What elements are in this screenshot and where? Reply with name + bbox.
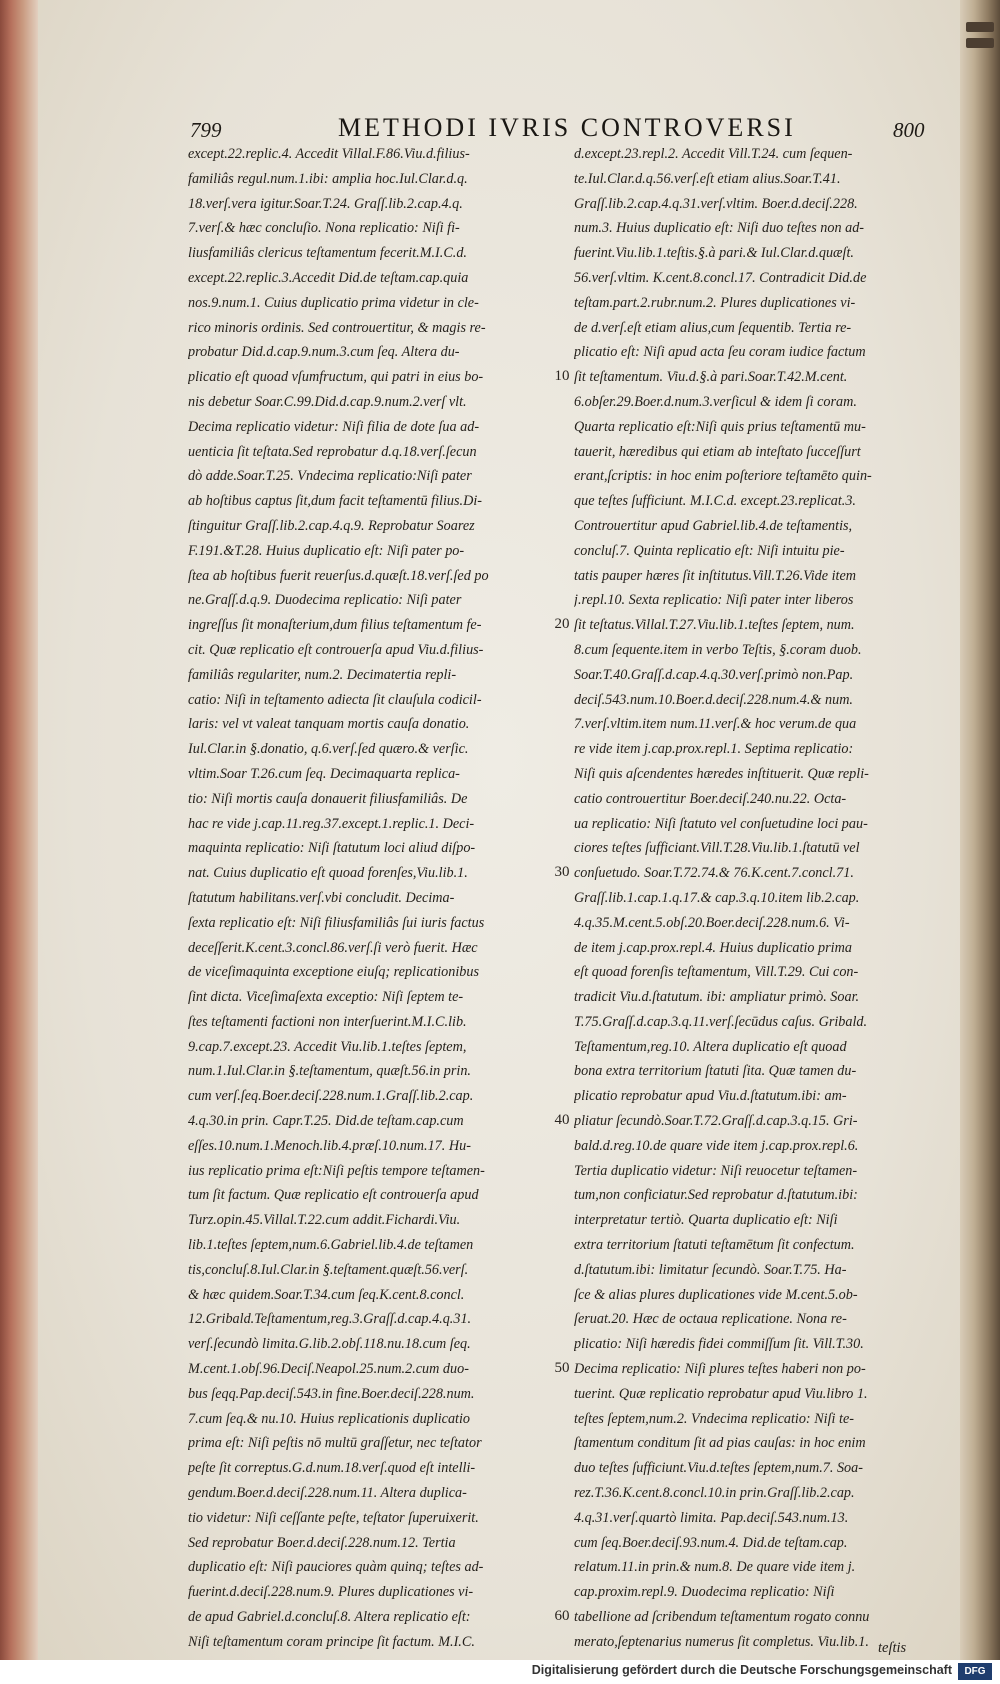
book-edge (0, 0, 38, 1684)
text-line: ſint dicta. Viceſimaſexta exceptio: Niſi ſeptem te- (188, 989, 464, 1006)
text-line: relatum.11.in prin.& num.8. De quare vide item j. (574, 1559, 856, 1576)
text-line: cum ſeq.Boer.deciſ.93.num.4. Did.de teſtam.cap. (574, 1534, 848, 1551)
text-line: cit. Quæ replicatio eſt controuerſa apud Viu.d.filius- (188, 641, 484, 658)
text-line: ua replicatio: Niſi ſtatuto vel conſuetudine loci pau- (574, 815, 868, 832)
text-line: Turz.opin.45.Villal.T.22.cum addit.Fichardi.Viu. (188, 1212, 461, 1229)
text-line: 4.q.35.M.cent.5.obſ.20.Boer.deciſ.228.num.6. Vi- (574, 914, 850, 931)
text-line: nat. Cuius duplicatio eſt quoad forenſes,Viu.lib.1. (188, 865, 468, 882)
text-line: d.except.23.repl.2. Accedit Vill.T.24. cum ſequen- (574, 146, 853, 162)
text-line: de apud Gabriel.d.concluſ.8. Altera replicatio eſt: (188, 1609, 471, 1626)
text-line: Sed reprobatur Boer.d.deciſ.228.num.12. Tertia (188, 1534, 456, 1551)
binding-notch (966, 22, 994, 32)
text-line: nos.9.num.1. Cuius duplicatio prima videtur in cle- (188, 294, 479, 311)
text-line: concluſ.7. Quinta replicatio eſt: Niſi intuitu pie- (574, 542, 845, 559)
text-line: maquinta replicatio: Niſi ſtatutum loci aliud diſpo- (188, 840, 476, 857)
text-line: interpretatur tertiò. Quarta duplicatio eſt: Niſi (574, 1212, 838, 1229)
text-line: erant,ſcriptis: in hoc enim poſteriore teſtamēto quin- (574, 468, 872, 485)
text-line: verſ.ſecundò limita.G.lib.2.obſ.118.nu.18.cum ſeq. (188, 1336, 471, 1353)
line-number-marker: 10 (554, 368, 570, 385)
text-line: deciſ.543.num.10.Boer.d.deciſ.228.num.4.& num. (574, 691, 853, 708)
text-line: Quarta replicatio eſt:Niſi quis prius teſtamentū mu- (574, 418, 866, 435)
text-line: num.3. Huius duplicatio eſt: Niſi duo teſtes non ad- (574, 220, 865, 237)
text-line: tum ſit factum. Quæ replicatio eſt controuerſa apud (188, 1187, 479, 1204)
text-line: nis debetur Soar.C.99.Did.d.cap.9.num.2.verſ vlt. (188, 393, 467, 410)
text-column-right (574, 142, 946, 1655)
text-line: ſit teſtamentum. Viu.d.§.à pari.Soar.T.42.M.cent. (574, 369, 848, 386)
text-line: 7.verſ.& hæc concluſio. Nona replicatio: Niſi fi- (188, 220, 460, 237)
text-line: ſexta replicatio eſt: Niſi filiusfamiliâs ſui iuris factus (188, 914, 485, 931)
text-line: lib.1.teſtes ſeptem,num.6.Gabriel.lib.4.de teſtamen (188, 1237, 474, 1254)
text-line: plicatio: Niſi hæredis fidei commiſſum ſit. Vill.T.30. (574, 1336, 864, 1353)
line-number-marker: 40 (554, 1112, 570, 1129)
text-line: ſtatutum habilitans.verſ.vbi concludit. Decima- (188, 889, 455, 906)
text-line: tatis pauper hæres ſit inſtitutus.Vill.T.26.Vide item (574, 567, 857, 584)
text-line: Graſſ.lib.1.cap.1.q.17.& cap.3.q.10.item lib.2.cap. (574, 889, 860, 906)
text-line: ingreſſus ſit monaſterium,dum filius teſtamentum fe- (188, 617, 482, 634)
text-line: ſtamentum conditum ſit ad pias cauſas: in hoc enim (574, 1435, 866, 1452)
text-line: tio videtur: Niſi ceſſante peſte, teſtator ſuperuixerit. (188, 1509, 479, 1526)
text-line: extra territorium ſtatuti teſtamētum ſit confectum. (574, 1237, 855, 1254)
text-line: bus ſeqq.Pap.deciſ.543.in fine.Boer.deciſ.228.num. (188, 1385, 475, 1402)
text-line: M.cent.1.obſ.96.Deciſ.Neapol.25.num.2.cum duo- (188, 1361, 469, 1378)
text-line: Niſi teſtamentum coram principe ſit factum. M.I.C. (188, 1633, 475, 1650)
text-line: Iul.Clar.in §.donatio, q.6.verſ.ſed quæro.& verſic. (188, 741, 469, 758)
line-number-marker: 20 (554, 616, 570, 633)
text-line: fuerint.d.deciſ.228.num.9. Plures duplicationes vi- (188, 1584, 474, 1601)
footer-bar (0, 1660, 1000, 1684)
line-number-marker: 60 (554, 1608, 570, 1625)
text-line: 8.cum ſequente.item in verbo Teſtis, §.coram duob. (574, 641, 862, 658)
text-line: 4.q.30.in prin. Capr.T.25. Did.de teſtam.cap.cum (188, 1113, 464, 1130)
text-line: num.1.Iul.Clar.in §.teſtamentum, quæſt.56.in prin. (188, 1063, 471, 1080)
text-line: Graſſ.lib.2.cap.4.q.31.verſ.vltim. Boer.d.deciſ.228. (574, 195, 858, 212)
binding-notch (966, 38, 994, 48)
text-line: except.22.replic.3.Accedit Did.de teſtam.cap.quia (188, 269, 469, 286)
text-line: d.ſtatutum.ibi: limitatur ſecundò. Soar.T.75. Ha- (574, 1261, 847, 1278)
text-line: teſtam.part.2.rubr.num.2. Plures duplicationes vi- (574, 294, 856, 311)
text-line: ſtes teſtamenti factioni non interſuerint.M.I.C.lib. (188, 1013, 467, 1030)
text-line: dò adde.Soar.T.25. Vndecima replicatio:Niſi pater (188, 468, 472, 485)
text-line: tio: Niſi mortis cauſa donauerit filiusfamiliâs. De (188, 790, 468, 807)
folio-number-left: 799 (190, 118, 222, 142)
text-line: deceſſerit.K.cent.3.concl.86.verſ.ſi verò fuerit. Hæc (188, 939, 478, 956)
text-line: bald.d.reg.10.de quare vide item j.cap.prox.repl.6. (574, 1137, 859, 1154)
text-line: de item j.cap.prox.repl.4. Huius duplicatio prima (574, 939, 852, 956)
text-line: tis,concluſ.8.Iul.Clar.in §.teſtament.quæſt.56.verſ. (188, 1261, 469, 1278)
text-line: eſt quoad forenſis teſtamentum, Vill.T.29. Cui con- (574, 964, 859, 981)
text-line: peſte ſit correptus.G.d.num.18.verſ.quod eſt intelli- (188, 1460, 476, 1477)
text-line: bona extra territorium ſtatuti ſita. Quæ tamen du- (574, 1063, 857, 1080)
running-title: METHODI IVRIS CONTROVERSI (338, 113, 796, 142)
catchword: teſtis (878, 1640, 907, 1656)
text-line: ciores teſtes ſufficiant.Vill.T.28.Viu.lib.1.ſtatutū vel (574, 840, 860, 857)
text-line: plicatio reprobatur apud Viu.d.ſtatutum.ibi: am- (574, 1088, 847, 1105)
text-line: conſuetudo. Soar.T.72.74.& 76.K.cent.7.concl.71. (574, 865, 854, 882)
text-line: Tertia duplicatio videtur: Niſi reuocetur teſtamen- (574, 1162, 858, 1179)
text-line: uenticia ſit teſtata.Sed reprobatur d.q.18.verſ.ſecun (188, 443, 477, 460)
text-line: ſce & alias plures duplicationes vide M.cent.5.ob- (574, 1286, 858, 1303)
binding-strip (960, 0, 1000, 1684)
text-line: familiâs regulariter, num.2. Decimatertia repli- (188, 666, 457, 683)
text-line: merato,ſeptenarius numerus ſit completus. Viu.lib.1. (574, 1633, 869, 1650)
text-line: tabellione ad ſcribendum teſtamentum rogato connu (574, 1609, 870, 1626)
text-line: pliatur ſecundò.Soar.T.72.Graſſ.d.cap.3.q.15. Gri- (574, 1113, 858, 1130)
text-line: cum verſ.ſeq.Boer.deciſ.228.num.1.Graſſ.lib.2.cap. (188, 1088, 474, 1105)
text-line: que teſtes ſufficiunt. M.I.C.d. except.23.replicat.3. (574, 493, 856, 510)
text-line: 12.Gribald.Teſtamentum,reg.3.Graſſ.d.cap.4.q.31. (188, 1311, 472, 1328)
text-line: rico minoris ordinis. Sed controuertitur, & magis re- (188, 319, 486, 336)
text-line: teſtes ſeptem,num.2. Vndecima replicatio: Niſi te- (574, 1410, 855, 1427)
text-line: Soar.T.40.Graſſ.d.cap.4.q.30.verſ.primò non.Pap. (574, 666, 854, 683)
text-line: liusfamiliâs clericus teſtamentum fecerit.M.I.C.d. (188, 245, 467, 262)
text-line: 7.verſ.vltim.item num.11.verſ.& hoc verum.de qua (574, 716, 857, 733)
text-line: 7.cum ſeq.& nu.10. Huius replicationis duplicatio (188, 1410, 471, 1427)
text-line: 4.q.31.verſ.quartò limita. Pap.deciſ.543.num.13. (574, 1509, 849, 1526)
text-line: Decima replicatio: Niſi plures teſtes haberi non po- (574, 1361, 866, 1378)
text-line: catio: Niſi in teſtamento adiecta ſit clauſula codicil- (188, 691, 482, 708)
text-line: probatur Did.d.cap.9.num.3.cum ſeq. Altera du- (188, 344, 460, 361)
text-line: ius replicatio prima eſt:Niſi peſtis tempore teſtamen- (188, 1162, 485, 1179)
text-line: Niſi quis aſcendentes hæredes inſtituerit. Quæ repli- (574, 765, 869, 782)
text-line: Decima replicatio videtur: Niſi filia de dote ſua ad- (188, 418, 480, 435)
digitization-credit: Digitalisierung gefördert durch die Deutsche Forschungsgemeinschaft (531, 1663, 952, 1677)
text-line: eſſes.10.num.1.Menoch.lib.4.præſ.10.num.17. Hu- (188, 1137, 471, 1154)
text-line: ſtea ab hoſtibus fuerit reuerſus.d.quæſt.18.verſ.ſed po (188, 567, 489, 584)
text-line: duplicatio eſt: Niſi pauciores quàm quinq; teſtes ad- (188, 1559, 484, 1576)
text-line: tum,non conficiatur.Sed reprobatur d.ſtatutum.ibi: (574, 1187, 858, 1204)
text-line: gendum.Boer.d.deciſ.228.num.11. Altera duplica- (188, 1485, 467, 1502)
line-number-marker: 50 (554, 1360, 570, 1377)
text-line: fuerint.Viu.lib.1.teſtis.§.à pari.& Iul.Clar.d.quæſt. (574, 245, 854, 262)
text-line: de viceſimaquinta exceptione eiuſq; replicationibus (188, 964, 480, 981)
text-line: F.191.&T.28. Huius duplicatio eſt: Niſi pater po- (188, 542, 465, 559)
folio-number-right: 800 (893, 118, 925, 142)
text-line: except.22.replic.4. Accedit Villal.F.86.Viu.d.filius- (188, 146, 470, 162)
text-line: ne.Graſſ.d.q.9. Duodecima replicatio: Niſi pater (188, 592, 462, 609)
text-line: catio controuertitur Boer.deciſ.240.nu.22. Octa- (574, 790, 847, 807)
text-line: Controuertitur apud Gabriel.lib.4.de teſtamentis, (574, 517, 853, 534)
text-line: prima eſt: Niſi peſtis nō multū graſſetur, nec teſtator (188, 1435, 482, 1452)
text-line: vltim.Soar T.26.cum ſeq. Decimaquarta replica- (188, 765, 460, 782)
text-line: ab hoſtibus captus ſit,dum facit teſtamentū filius.Di- (188, 493, 482, 510)
line-number-marker: 30 (554, 864, 570, 881)
text-line: de d.verſ.eſt etiam alius,cum ſequentib. Tertia re- (574, 319, 852, 336)
text-line: tauerit, hæredibus qui etiam ab inteſtato ſucceſſurt (574, 443, 861, 460)
text-line: 18.verſ.vera igitur.Soar.T.24. Graſſ.lib.2.cap.4.q. (188, 195, 463, 212)
text-line: j.repl.10. Sexta replicatio: Niſi pater inter liberos (574, 592, 854, 609)
dfg-logo: DFG (958, 1663, 992, 1680)
text-line: ſit teſtatus.Villal.T.27.Viu.lib.1.teſtes ſeptem, num. (574, 617, 855, 634)
text-line: 6.obſer.29.Boer.d.num.3.verſicul & idem ſi coram. (574, 393, 857, 410)
text-line: cap.proxim.repl.9. Duodecima replicatio: Niſi (574, 1584, 835, 1601)
text-line: ſtinguitur Graſſ.lib.2.cap.4.q.9. Reprobatur Soarez (188, 517, 475, 534)
text-line: Teſtamentum,reg.10. Altera duplicatio eſt quoad (574, 1038, 847, 1055)
text-line: te.Iul.Clar.d.q.56.verſ.eſt etiam alius.Soar.T.41. (574, 170, 841, 187)
text-line: 56.verſ.vltim. K.cent.8.concl.17. Contradicit Did.de (574, 269, 867, 286)
text-line: laris: vel vt valeat tanquam mortis cauſa donatio. (188, 716, 470, 733)
text-line: rez.T.36.K.cent.8.concl.10.in prin.Graſſ.lib.2.cap. (574, 1485, 855, 1502)
text-line: familiâs regul.num.1.ibi: amplia hoc.Iul.Clar.d.q. (188, 170, 468, 187)
text-line: 9.cap.7.except.23. Accedit Viu.lib.1.teſtes ſeptem, (188, 1038, 467, 1055)
text-line: hac re vide j.cap.11.reg.37.except.1.replic.1. Deci- (188, 815, 475, 832)
text-line: duo teſtes ſufficiunt.Viu.d.teſtes ſeptem,num.7. Soa- (574, 1460, 863, 1477)
text-column-left (188, 142, 560, 1655)
text-line: tradicit Viu.d.ſtatutum. ibi: ampliatur primò. Soar. (574, 989, 860, 1006)
text-line: tuerint. Quæ replicatio reprobatur apud Viu.libro 1. (574, 1385, 868, 1402)
text-line: plicatio eſt quoad vſumfructum, qui patri in eius bo- (188, 369, 484, 386)
text-line: plicatio eſt: Niſi apud acta ſeu coram iudice factum (574, 344, 866, 361)
text-line: ſeruat.20. Hæc de octaua replicatione. Nona re- (574, 1311, 847, 1328)
text-line: T.75.Graſſ.d.cap.3.q.11.verſ.ſecūdus caſus. Gribald. (574, 1013, 868, 1030)
text-line: & hæc quidem.Soar.T.34.cum ſeq.K.cent.8.concl. (188, 1286, 465, 1303)
text-line: re vide item j.cap.prox.repl.1. Septima replicatio: (574, 741, 854, 758)
